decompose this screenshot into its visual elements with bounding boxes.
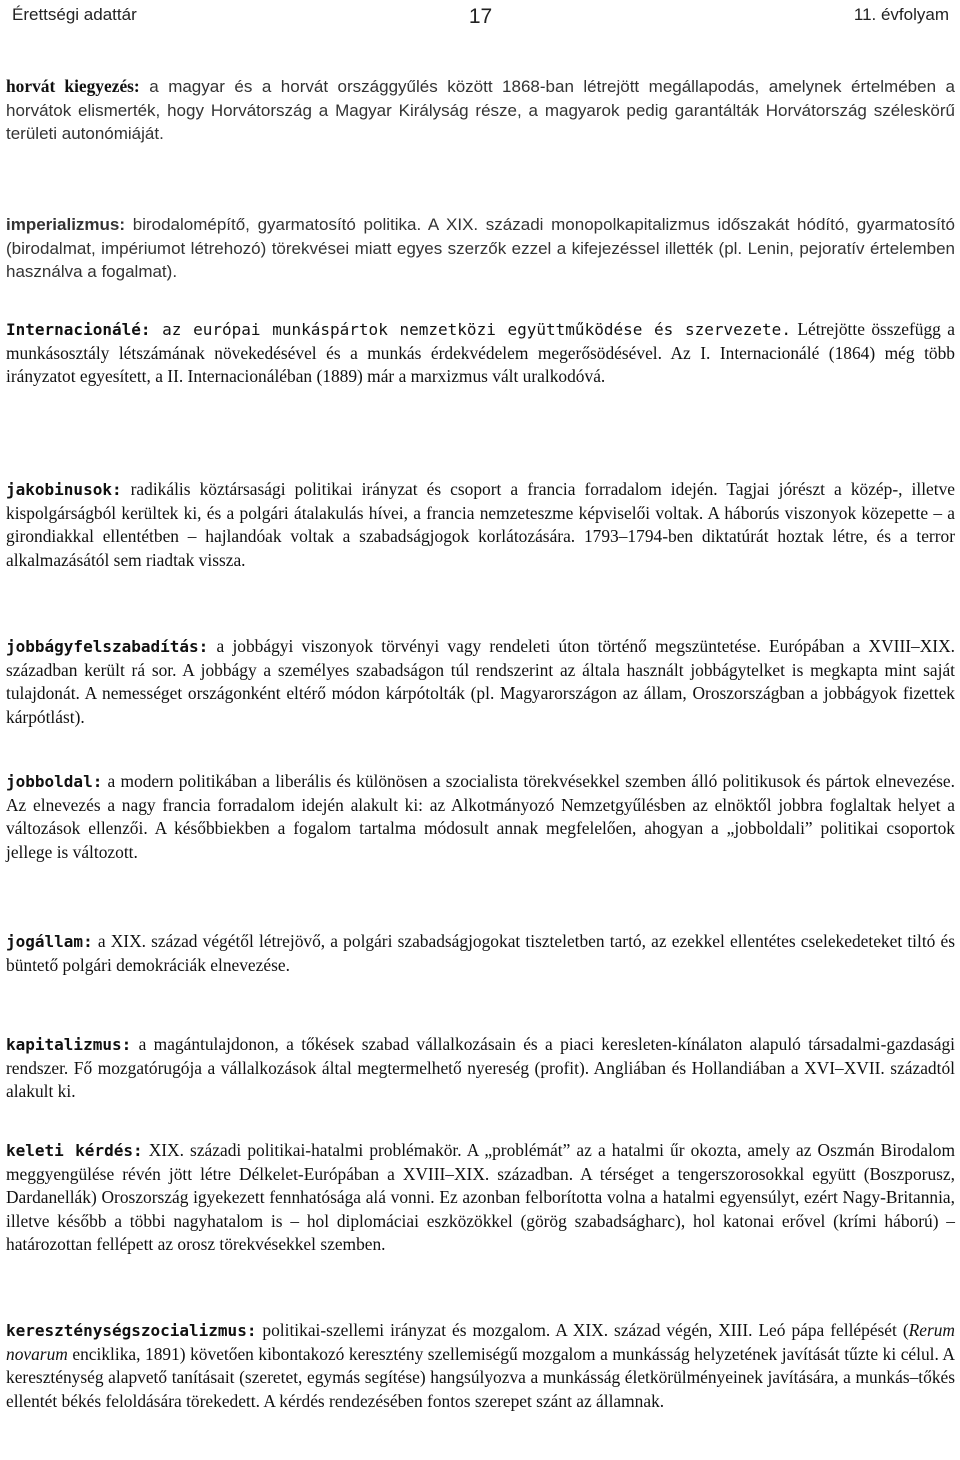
page-header <box>6 0 955 36</box>
entry-definition: radikális köztársasági politikai irányzat és csoport a francia forradalom idején. Tagjai jórészt a közép-, illetve kispolgárságból kerültek ki, és a polgári átalakulás hívei, a francia nemzeteszme képviselői voltak. A háborús viszonyok közepette – a girondiakkal ellentétben – hajlandóak voltak a szabadságjogok korlátozására. 1793–1794-ben diktatúrát hoztak létre, és a terror alkalmazásától sem riadtak vissza. <box>6 479 955 570</box>
entry-kapitalizmus <box>6 1033 955 1104</box>
entry-term: imperializmus: <box>6 215 126 234</box>
entry-term: jogállam: <box>6 932 93 951</box>
entry-keresztenyszocializmus <box>6 1319 955 1413</box>
entry-term: keleti kérdés: <box>6 1141 143 1160</box>
entry-keleti-kerdes <box>6 1139 955 1257</box>
entry-term: Internacionálé: <box>6 320 151 339</box>
entry-definition: a modern politikában a liberális és különösen a szocialista törekvésekkel szemben álló politikusok és pártok elnevezése. Az elnevezés a nagy francia forradalom idején alakult ki: az Alkotmányozó Nemzetgyűlésben az elnöktől jobbra foglaltak helyet a változások ellenzői. A későbbiekben a fogalom tartalma módosult annak megfelelően, ahogyan a „jobboldali” politikai csoportok jellege is változott. <box>6 771 955 862</box>
entry-jobbagyfelszabaditas <box>6 635 955 729</box>
page-number: 17 <box>468 5 493 28</box>
entry-definition: politikai-szellemi irányzat és mozgalom. A XIX. század végén, XIII. Leó pápa fellépését ( <box>256 1320 909 1340</box>
entry-definition: Létrejötte összefügg a munkásosztály létszámának növekedésével és a munkás érdekvédelem megerősödésével. Az I. Internacionálé (1864) még több irányzatot egyesített, a II. Internacionáléban (1889) már a marxizmus vált uralkodóvá. <box>6 319 955 387</box>
entry-term: kapitalizmus: <box>6 1035 132 1054</box>
entry-definition: a magyar és a horvát országgyűlés között 1868-ban létrejött megállapodás, amelynek értelmében a horvátok elismerték, hogy Horvátország a Magyar Királyság része, a magyarok pedig garantálták Horvátország széleskörű területi autonómiáját. <box>6 77 955 144</box>
entry-jogallam <box>6 930 955 977</box>
entry-term: jakobinusok: <box>6 480 122 499</box>
entry-internacionale <box>6 318 955 389</box>
entry-jakobinusok <box>6 478 955 572</box>
entry-definition: a jobbágyi viszonyok törvényi vagy rendeleti úton történő megszüntetése. Európában a XVIII–XIX. században került rá sor. A jobbágy a személyes szabadságon túl rendszerint az általa használt jobbágytelket is megkapta mint saját tulajdonát. A nemességet országonként eltérő módon kárpótolták (pl. Magyarországon az állam, Oroszországban a jobbágyok fizettek kárpótlást). <box>6 636 955 727</box>
entry-definition: a magántulajdonon, a tőkések szabad vállalkozásain és a piaci keresleten-kínálaton alapuló társadalmi-gazdasági rendszer. Fő mozgatórugója a vállalkozások által megtermelhető nyereség (profit). Angliában és Hollandiában a XVI–XVII. századtól alakult ki. <box>6 1034 955 1102</box>
entry-definition: birodalomépítő, gyarmatosító politika. A XIX. századi monopolkapitalizmus időszakát hódító, gyarmatosító (birodalmat, impériumot létrehozó) törekvései miatt egyes szerzők ezzel a kifejezéssel illették (pl. Lenin, pejoratív értelemben használva a fogalmat). <box>6 215 955 282</box>
entry-term: horvát kiegyezés: <box>6 76 140 96</box>
entry-imperializmus <box>6 213 955 284</box>
entry-definition-lead: az európai munkáspártok nemzetközi együttműködése és szervezete. <box>150 320 791 339</box>
entry-italic-title: Rerum novarum <box>6 1320 955 1364</box>
entry-definition: a XIX. század végétől létrejövő, a polgári szabadságjogokat tiszteletben tartó, az ezekkel ellentétes cselekedeteket tiltó és büntető polgári demokráciák elnevezése. <box>6 931 955 975</box>
entry-term: kereszténységszocializmus: <box>6 1321 257 1340</box>
entry-jobboldal <box>6 770 955 864</box>
entry-term: jobbágyfelszabadítás: <box>6 637 209 656</box>
entry-definition-cont: enciklika, 1891) követően kibontakozó keresztény szellemiségű mozgalom a munkásság helyzetének javítását tűzte ki célul. A kereszténység alapvető tanításait (szeretet, egymás segítése) hangsúlyozva a munkásság életkörülményeinek javítására, a munkás–tőkés ellentét békés feloldására törekedett. A kérdés rendezésében fontos szerepet szánt az államnak. <box>6 1343 955 1411</box>
entry-horvat-kiegyezes <box>6 75 955 146</box>
entry-definition: XIX. századi politikai-hatalmi problémakör. A „problémát” az a hatalmi űr okozta, amely az Oszmán Birodalom meggyengülése révén jött létre Délkelet-Európában a XVIII–XIX. században. A térséget a tengerszorosokkal együtt (Boszporusz, Dardanellák) Oroszország igyekezett fennhatósága alá vonni. Ez azonban felborította volna a hatalmi egyensúlyt, ezért Nagy-Britannia, illetve később a többi nagyhatalom is – hol diplomáciai eszközökkel (görög szabadságharc), hol katonai erővel (krími háború) – határozottan fellépett az orosz törekvésekkel szemben. <box>6 1140 955 1255</box>
entry-term: jobboldal: <box>6 772 103 791</box>
header-title: Érettségi adattár <box>12 5 137 24</box>
header-grade: 11. évfolyam <box>853 5 949 24</box>
